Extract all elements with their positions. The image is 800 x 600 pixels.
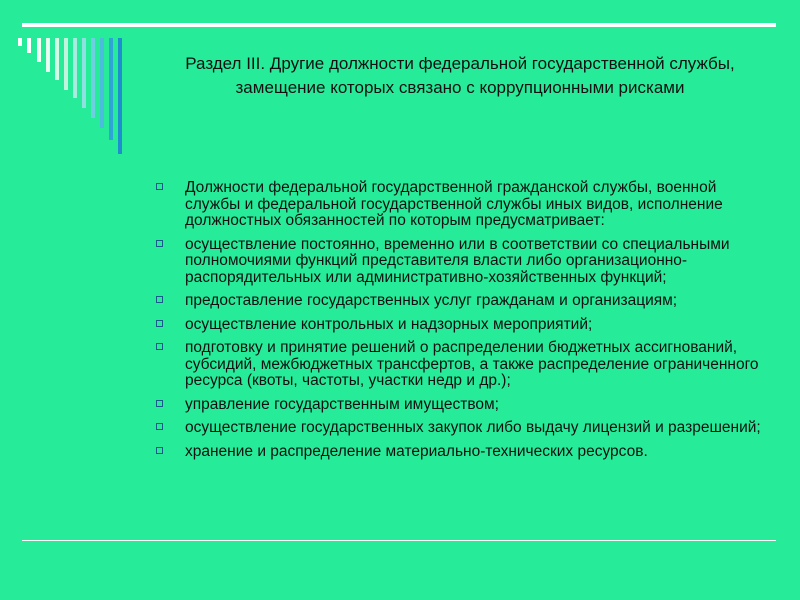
list-item-text: предоставление государственных услуг гражданам и организациям;: [185, 292, 678, 309]
decor-bar: [55, 38, 59, 80]
list-item-text: управление государственным имуществом;: [185, 395, 499, 413]
square-bullet-icon: [156, 183, 163, 190]
list-item: [155, 444, 765, 461]
slide-title: Раздел III. Другие должности федеральной государственной службы, замещение которых связано с коррупционными рисками: [185, 54, 735, 97]
list-item-text: осуществление постоянно, временно или в соответствии со специальными полномочиями функций представителя власти либо организационно-распорядительных или административно-хозяйственных функций;: [185, 235, 730, 286]
decor-bar: [37, 38, 41, 62]
list-item-text: осуществление государственных закупок либо выдачу лицензий и разрешений;: [185, 419, 761, 436]
list-item-text: Должности федеральной государственной гражданской службы, военной службы и федеральной государственной службы иных видов, исполнение должностных обязанностей по которым предусматривает:: [185, 179, 723, 229]
bullet-list: [155, 180, 765, 467]
square-bullet-icon: [156, 296, 163, 303]
decor-bar: [73, 38, 77, 98]
list-item-text: хранение и распределение материально-технических ресурсов.: [185, 442, 648, 460]
decor-bar: [27, 38, 31, 53]
square-bullet-icon: [156, 240, 163, 247]
square-bullet-icon: [156, 400, 163, 407]
bottom-divider-line: [22, 540, 776, 541]
square-bullet-icon: [156, 343, 163, 350]
top-divider-line: [22, 23, 776, 27]
decor-bar: [109, 38, 113, 140]
decor-bar: [82, 38, 86, 108]
list-item: [155, 420, 765, 437]
list-item: [155, 340, 765, 390]
list-item: [155, 237, 765, 287]
list-item: [155, 293, 765, 310]
square-bullet-icon: [156, 320, 163, 327]
list-item: [155, 317, 765, 334]
list-item-text: подготовку и принятие решений о распределении бюджетных ассигнований, субсидий, межбюджетных трансфертов, а также распределение ограниченного ресурса (квоты, частоты, участки недр и др.);: [185, 339, 759, 389]
list-item: [155, 180, 765, 230]
decor-bar: [46, 38, 50, 72]
decor-bar: [100, 38, 104, 128]
square-bullet-icon: [156, 447, 163, 454]
decor-bar: [18, 38, 22, 46]
decor-bar: [64, 38, 68, 90]
list-item-text: осуществление контрольных и надзорных мероприятий;: [185, 315, 593, 333]
square-bullet-icon: [156, 423, 163, 430]
decor-bar: [91, 38, 95, 118]
decor-bar: [118, 38, 122, 154]
list-item: [155, 397, 765, 414]
